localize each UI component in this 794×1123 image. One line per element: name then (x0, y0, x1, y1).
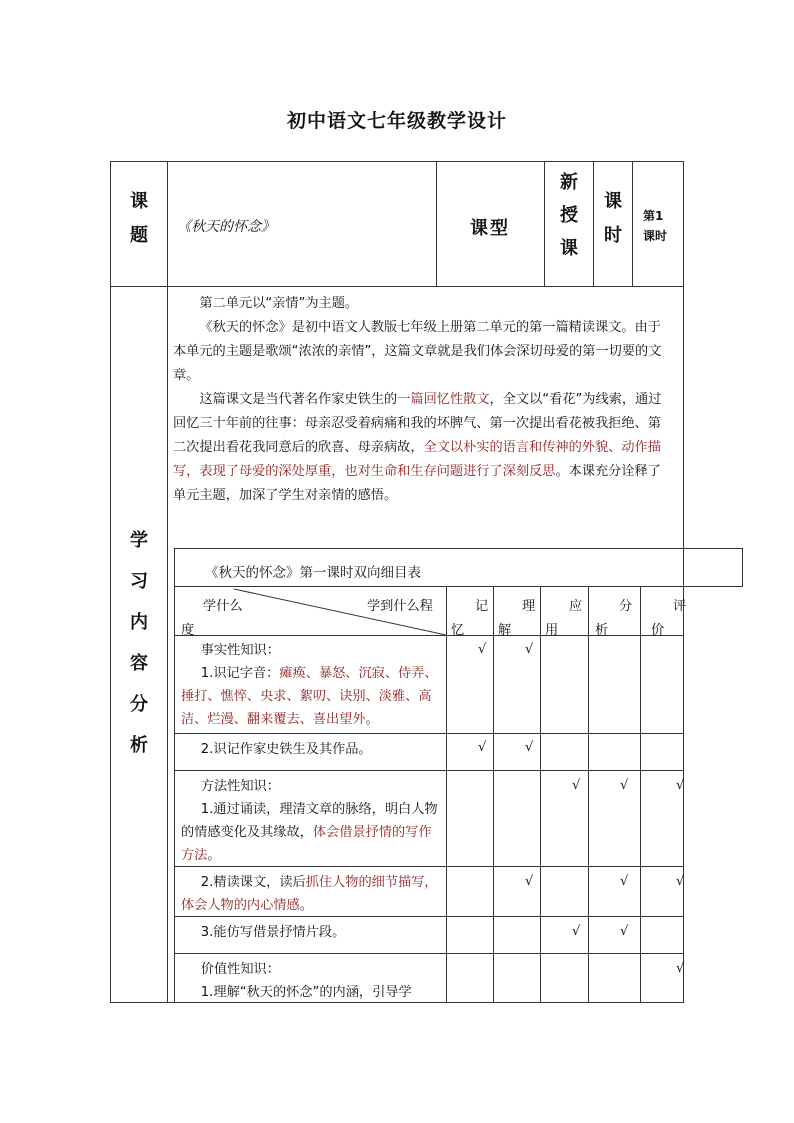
corner-degree: 学到什么程 (367, 599, 433, 614)
type-value: 新 授 课 (560, 172, 578, 259)
matrix-caption: 《秋天的怀念》第一课时双向细目表 (205, 565, 421, 581)
matrix-row-method-2: 2.精读课文，读后抓住人物的细节描写，体会人物的内心情感。 (181, 875, 438, 913)
check-mark: √ (676, 778, 685, 793)
matrix-row-facts-1: 事实性知识： 1.识记字音：瘫痪、暴怒、沉寂、侍弄、捶打、憔悴、央求、絮叨、诀别、淡雅、高洁、烂漫、翻来覆去、喜出望外。 (181, 643, 438, 727)
section-label: 学 习 内 容 分 析 (130, 530, 148, 756)
check-mark: √ (572, 778, 581, 793)
check-mark: √ (676, 874, 685, 889)
corner-degree-end: 度 (181, 623, 195, 638)
check-mark: √ (620, 874, 629, 889)
check-mark: √ (525, 642, 534, 657)
matrix-row-method-1: 方法性知识： 1.通过诵读，理清文章的脉络，明白人物的情感变化及其缘故，体会借景抒情的写作方法。 (181, 779, 438, 863)
check-mark: √ (525, 740, 534, 755)
check-mark: √ (676, 961, 685, 976)
hours-value: 第1 课时 (643, 209, 668, 243)
check-mark: √ (620, 924, 629, 939)
check-mark: √ (620, 778, 629, 793)
hours-label: 课 时 (604, 191, 622, 246)
analysis-p1: 第二单元以“亲情”为主题。 (199, 296, 359, 311)
corner-what: 学什么 (203, 599, 243, 614)
topic-value: 《秋天的怀念》 (177, 219, 275, 235)
topic-label: 课 题 (130, 191, 148, 246)
analysis-p3: 这篇课文是当代著名作家史铁生的一篇回忆性散文，全文以“看花”为线索，通过回忆三十年前的往事：母亲忍受着病痛和我的坏脾气、第一次提出看花被我拒绝、第二次提出看花我同意后的欣喜、母亲病故，全文以朴实的语言和传神的外貌、动作描写，表现了母爱的深处厚重，也对生命和生存问题进行了深刻反思。本课充分诠释了单元主题，加深了学生对亲情的感悟。 (173, 392, 662, 503)
type-label: 课型 (470, 218, 510, 239)
check-mark: √ (525, 874, 534, 889)
analysis-text (173, 292, 671, 508)
check-mark: √ (572, 924, 581, 939)
analysis-p2: 《秋天的怀念》是初中语文人教版七年级上册第二单元的第一篇精读课文。由于本单元的主题是歌颂“浓浓的亲情”，这篇文章就是我们体会深切母爱的第一切要的文章。 (173, 320, 662, 383)
page-title: 初中语文七年级教学设计 (286, 110, 507, 132)
check-mark: √ (478, 740, 487, 755)
matrix-row-facts-2: 2.识记作家史铁生及其作品。 (200, 742, 372, 757)
matrix-row-value-1: 价值性知识： 1.理解“秋天的怀念”的内涵，引导学 (200, 962, 412, 1000)
check-mark: √ (478, 642, 487, 657)
matrix-row-method-3: 3.能仿写借景抒情片段。 (200, 925, 346, 940)
